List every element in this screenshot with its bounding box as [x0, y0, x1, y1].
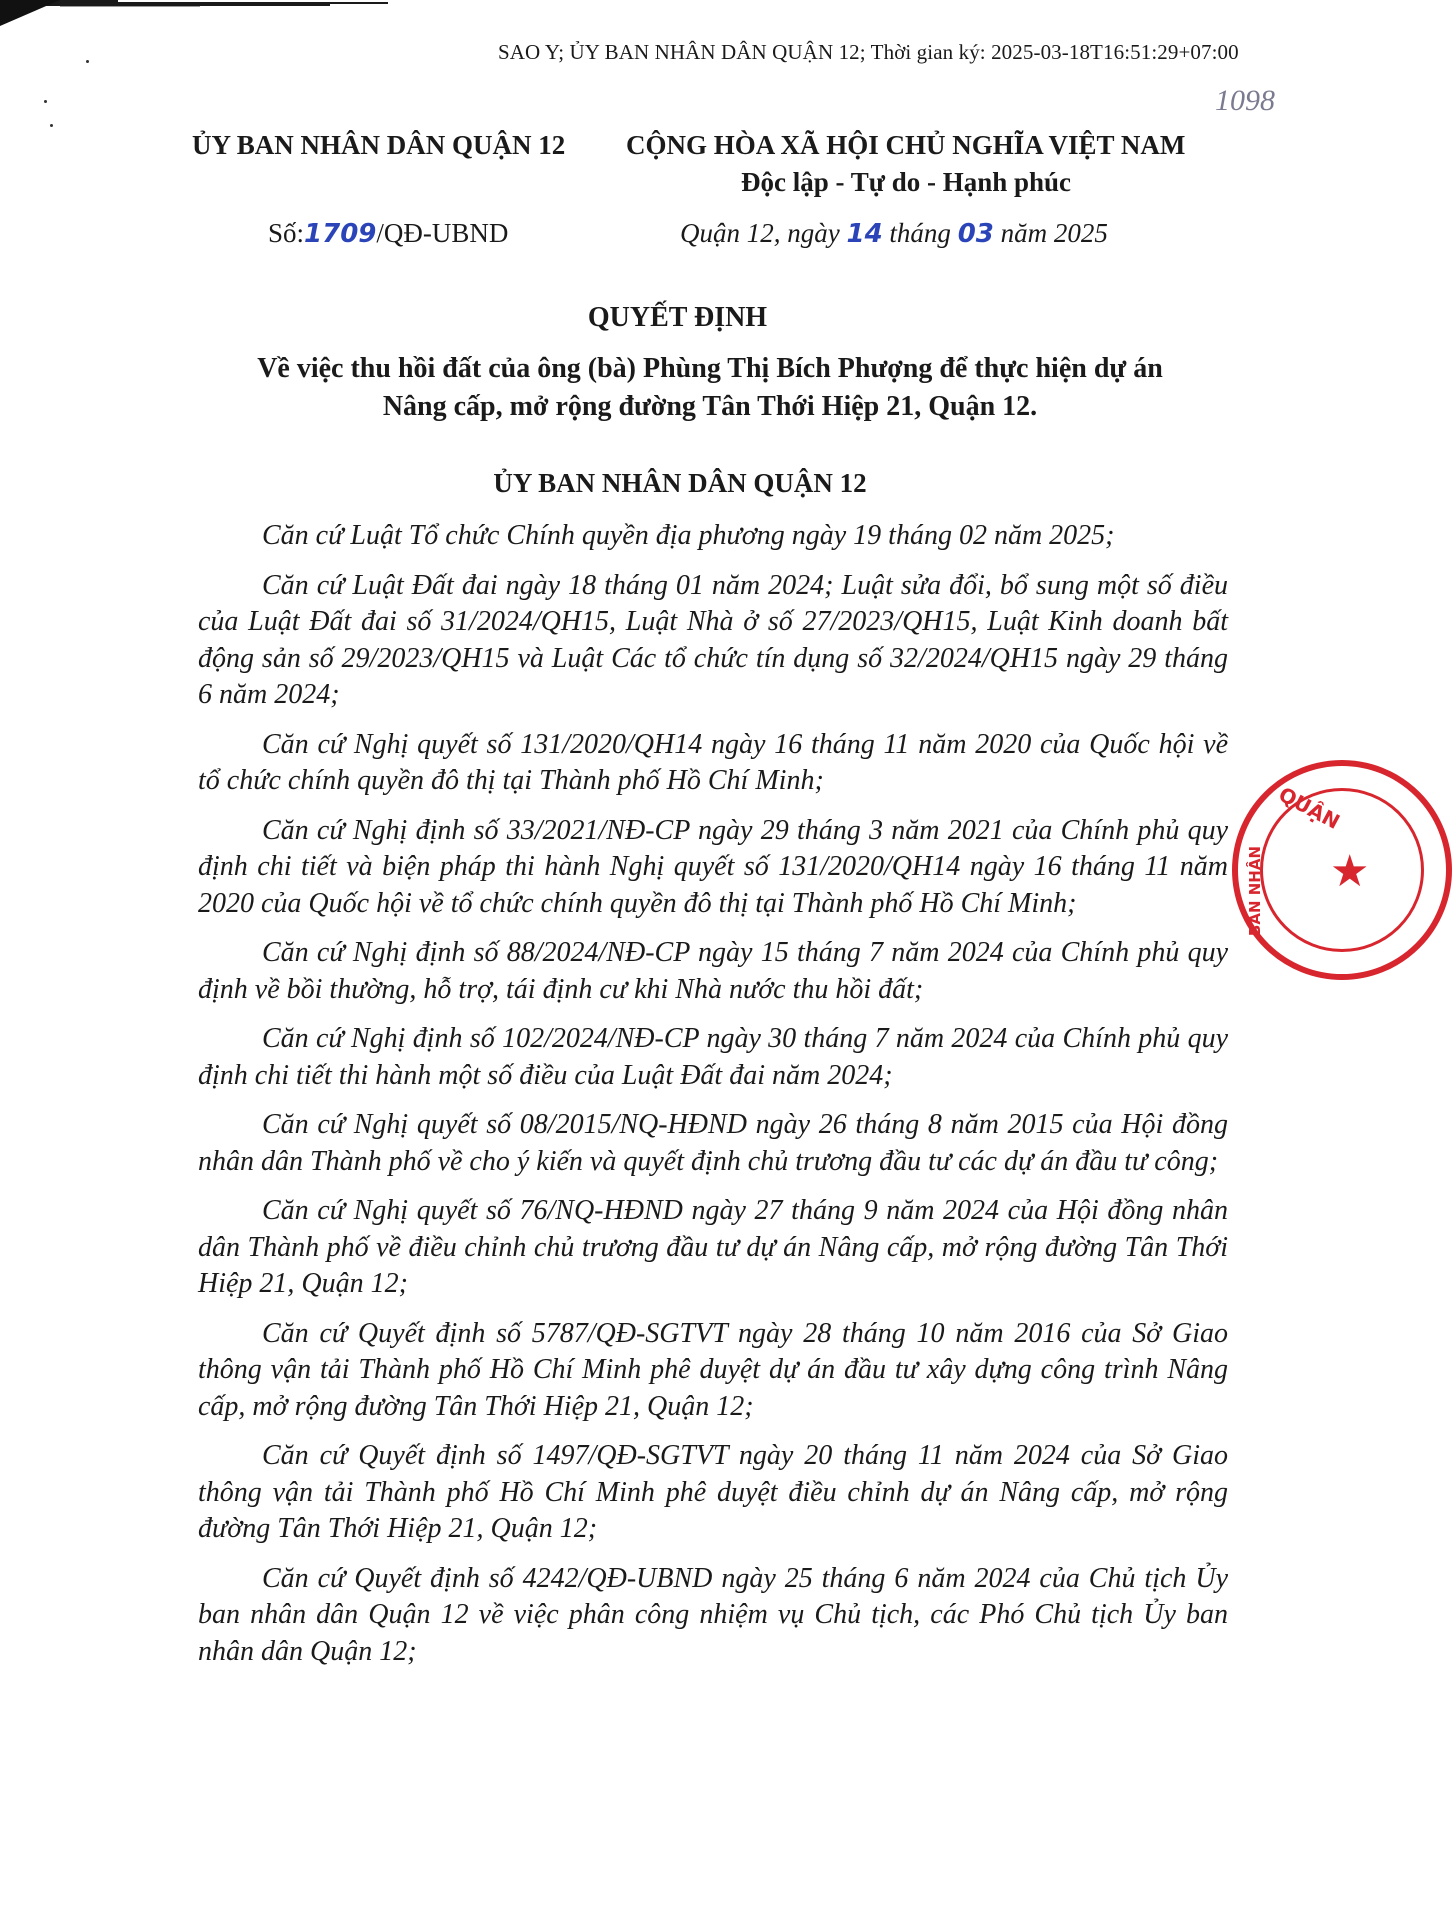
issuer-heading: ỦY BAN NHÂN DÂN QUẬN 12	[493, 468, 867, 498]
subject-line: Nâng cấp, mở rộng đường Tân Thới Hiệp 21, Quận 12.	[382, 391, 1038, 422]
national-title: CỘNG HÒA XÃ HỘI CHỦ NGHĨA VIỆT NAM	[626, 130, 1186, 160]
star-icon: ★	[1330, 846, 1370, 897]
red-official-seal	[1232, 760, 1452, 980]
legal-basis-item: Căn cứ Nghị quyết số 131/2020/QH14 ngày 16 tháng 11 năm 2020 của Quốc hội về tổ chức chính quyền đô thị tại Thành phố Hồ Chí Minh;	[198, 728, 1228, 796]
legal-basis-item: Căn cứ Nghị định số 102/2024/NĐ-CP ngày 30 tháng 7 năm 2024 của Chính phủ quy định chi tiết thi hành một số điều của Luật Đất đai năm 2024;	[198, 1023, 1228, 1091]
handwritten-month: 03	[957, 219, 994, 249]
scan-edge-line	[60, 6, 200, 7]
place-prefix: Quận 12, ngày	[680, 218, 847, 248]
legal-basis-item: Căn cứ Quyết định số 1497/QĐ-SGTVT ngày 20 tháng 11 năm 2024 của Sở Giao thông vận tải Thành phố Hồ Chí Minh phê duyệt điều chỉnh dự án Nâng cấp, mở rộng đường Tân Thới Hiệp 21, Quận 12;	[198, 1440, 1228, 1544]
subject-line: Về việc thu hồi đất của ông (bà) Phùng Thị Bích Phượng để thực hiện dự án	[257, 353, 1163, 384]
legal-basis-item: Căn cứ Nghị quyết số 08/2015/NQ-HĐND ngày 26 tháng 8 năm 2015 của Hội đồng nhân dân Thành phố về cho ý kiến và quyết định chủ trương đầu tư các dự án đầu tư công;	[198, 1109, 1228, 1177]
scan-corner-mark	[0, 0, 60, 26]
seal-text: QUẬN	[1274, 782, 1344, 834]
digital-signature-stamp: SAO Y; ỦY BAN NHÂN DÂN QUẬN 12; Thời gian ký: 2025-03-18T16:51:29+07:00	[498, 40, 1239, 64]
legal-basis-list	[198, 518, 1228, 1683]
legal-basis-item: Căn cứ Quyết định số 4242/QĐ-UBND ngày 25 tháng 6 năm 2024 của Chủ tịch Ủy ban nhân dân Quận 12 về việc phân công nhiệm vụ Chủ tịch, các Phó Chủ tịch Ủy ban nhân dân Quận 12;	[198, 1562, 1228, 1667]
legal-basis-item: Căn cứ Quyết định số 5787/QĐ-SGTVT ngày 28 tháng 10 năm 2016 của Sở Giao thông vận tải Thành phố Hồ Chí Minh phê duyệt dự án đầu tư xây dựng công trình Nâng cấp, mở rộng đường Tân Thới Hiệp 21, Quận 12;	[198, 1317, 1228, 1422]
document-number	[268, 218, 508, 249]
legal-basis-item: Căn cứ Nghị định số 33/2021/NĐ-CP ngày 29 tháng 3 năm 2021 của Chính phủ quy định chi tiết và biện pháp thi hành Nghị quyết số 131/2020/QH14 ngày 16 tháng 11 năm 2020 của Quốc hội về tổ chức chính quyền đô thị tại Thành phố Hồ Chí Minh;	[198, 814, 1228, 919]
number-suffix: /QĐ-UBND	[376, 218, 509, 248]
legal-basis-item: Căn cứ Luật Tổ chức Chính quyền địa phương ngày 19 tháng 02 năm 2025;	[262, 520, 1115, 551]
national-motto: Độc lập - Tự do - Hạnh phúc	[741, 167, 1072, 197]
document-title: QUYẾT ĐỊNH	[587, 302, 768, 333]
handwritten-page-mark: 1098	[1215, 84, 1275, 117]
scan-speck	[50, 124, 53, 127]
year-label: năm 2025	[993, 218, 1108, 248]
handwritten-number: 1709	[304, 219, 377, 249]
issuing-agency: ỦY BAN NHÂN DÂN QUẬN 12	[192, 130, 566, 160]
legal-basis-item: Căn cứ Nghị quyết số 76/NQ-HĐND ngày 27 tháng 9 năm 2024 của Hội đồng nhân dân Thành phố về điều chỉnh chủ trương đầu tư dự án Nâng cấp, mở rộng đường Tân Thới Hiệp 21, Quận 12;	[198, 1195, 1228, 1299]
document-subject	[180, 350, 1240, 426]
handwritten-day: 14	[846, 219, 883, 249]
number-prefix: Số:	[268, 218, 305, 248]
month-label: tháng	[882, 218, 958, 248]
scan-speck	[44, 100, 47, 103]
place-and-date	[680, 218, 1108, 249]
legal-basis-item: Căn cứ Nghị định số 88/2024/NĐ-CP ngày 15 tháng 7 năm 2024 của Chính phủ quy định về bồi thường, hỗ trợ, tái định cư khi Nhà nước thu hồi đất;	[198, 937, 1228, 1005]
scan-speck	[86, 60, 89, 63]
legal-basis-item: Căn cứ Luật Đất đai ngày 18 tháng 01 năm 2024; Luật sửa đổi, bổ sung một số điều của Luật Đất đai số 31/2024/QH15, Luật Nhà ở số 27/2023/QH15, Luật Kinh doanh bất động sản số 29/2023/QH15 và Luật Các tổ chức tín dụng số 32/2024/QH15 ngày 29 tháng 6 năm 2024;	[198, 569, 1228, 710]
seal-side-text: BAN NHÂN	[1246, 846, 1264, 937]
